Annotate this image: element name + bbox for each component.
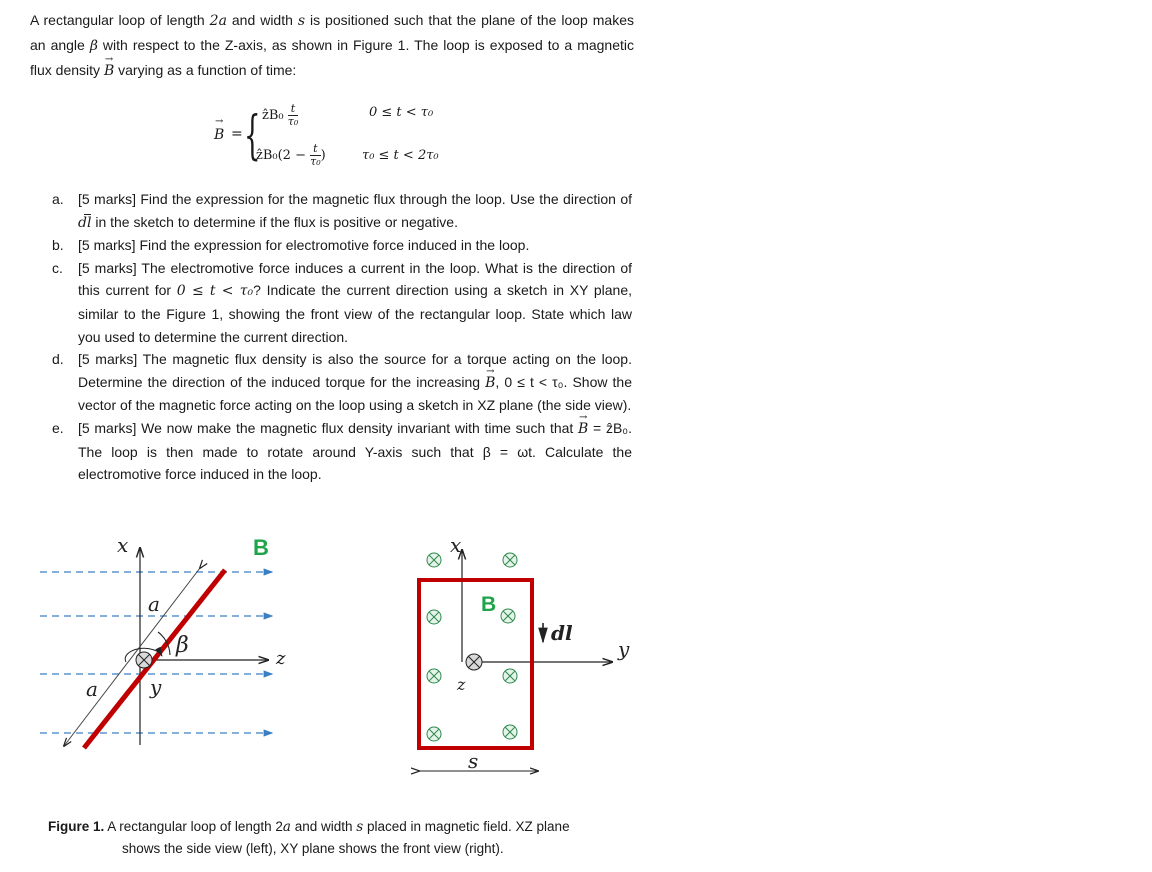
caption-line-2: shows the side view (left), XY plane shows the front view (right). [122, 841, 504, 856]
right-x-label: x [450, 533, 462, 557]
figure-caption: Figure 1. A rectangular loop of length 2a and width s placed in magnetic field. XZ plane shows the side view (left), XY plane shows the front view (right). [48, 816, 628, 860]
right-z-label: z [457, 675, 466, 694]
case1-condition: 0 ≤ t < τ₀ [369, 105, 434, 120]
equation-brace: { [244, 106, 261, 166]
field-cross-icon [501, 609, 515, 623]
question-label: e. [52, 419, 64, 436]
left-a-bottom-label: a [86, 677, 98, 701]
length-symbol: 2a [209, 13, 227, 29]
b-vector-symbol: → B [485, 372, 495, 395]
question-b: b. [5 marks] Find the expression for electromotive force induced in the loop. [52, 234, 632, 257]
equation-lhs: → B [214, 127, 224, 143]
question-c: c. [5 marks] The electromotive force induces a current in the loop. What is the direction of this current for 0 ≤ t < τ₀? Indicate the current direction using a sketch in XY plane, similar to the Figure 1, showing the front view of the rectangular loop. State which law you used to determine the current direction. [52, 257, 632, 348]
b-vector-symbol: → B [104, 59, 114, 83]
field-cross-icon [427, 610, 441, 624]
caption-bold: Figure 1. [48, 819, 105, 834]
intro-text-4: with respect to the Z-axis, as shown in Figure 1. The loop is exposed to a magnetic flux density [30, 37, 634, 78]
field-cross-icon [503, 725, 517, 739]
intro-text-5: varying as a function of time: [114, 62, 297, 78]
z-axis-origin-icon [466, 654, 482, 670]
left-z-label: z [276, 648, 286, 669]
question-a: a. [5 marks] Find the expression for the magnetic flux through the loop. Use the direction of dl in the sketch to determine if the flux is positive or negative. [52, 188, 632, 234]
right-s-label: s [468, 749, 479, 773]
field-cross-icon [427, 669, 441, 683]
left-beta-label: β [176, 633, 189, 658]
right-y-label: y [618, 637, 630, 661]
dl-symbol: dl [78, 212, 91, 235]
field-cross-icon [503, 553, 517, 567]
left-x-label: x [117, 533, 129, 557]
field-cross-icon [427, 553, 441, 567]
question-label: a. [52, 191, 64, 207]
field-cross-icon [503, 669, 517, 683]
right-b-label: B [481, 593, 497, 616]
width-symbol: s [297, 13, 306, 29]
intro-text-1: A rectangular loop of length [30, 12, 210, 28]
left-a-top-label: a [148, 592, 160, 616]
equation-equals: = [231, 126, 243, 142]
case2-coefficient: ẑB₀(2 − [256, 148, 306, 163]
question-label: d. [52, 351, 64, 368]
beta-symbol: β [89, 38, 98, 54]
case1-fraction: $\frac{t}{\text{τ₀}}$ [287, 102, 299, 128]
case2-condition: τ₀ ≤ t < 2τ₀ [362, 148, 439, 163]
case2-fraction: $\frac{t}{\text{τ₀}}$ [310, 142, 321, 168]
side-view-figure [40, 548, 272, 748]
case2-close-paren: ) [320, 148, 326, 163]
b-vector-symbol: → B [578, 418, 588, 441]
intro-text-3: is positioned such that the plane of the loop makes an angle [30, 12, 634, 53]
question-d: d. [5 marks] The magnetic flux density is also the source for a torque acting on the loop. Determine the direction of the induced torque for the increasing → B, 0 ≤ t < τ₀. Show the vector of the magnetic force acting on the loop using a sketch in XZ plane (the side view). [52, 348, 632, 417]
question-label: b. [52, 237, 64, 254]
field-cross-icon [427, 727, 441, 741]
intro-text-2: and width [226, 12, 298, 28]
time-range: 0 ≤ t < τ₀ [176, 283, 254, 300]
left-b-label: B [253, 535, 269, 560]
left-y-label: y [150, 675, 162, 699]
right-dl-label: dl [551, 621, 573, 645]
question-e: e. [5 marks] We now make the magnetic flux density invariant with time such that → B = ẑB₀. The loop is then made to rotate around Y-axis such that β = ωt. Calculate the electromotive force induced in the loop. [52, 417, 632, 486]
front-view-figure [419, 550, 612, 771]
question-label: c. [52, 259, 63, 276]
case1-coefficient: ẑB₀ [262, 108, 284, 123]
